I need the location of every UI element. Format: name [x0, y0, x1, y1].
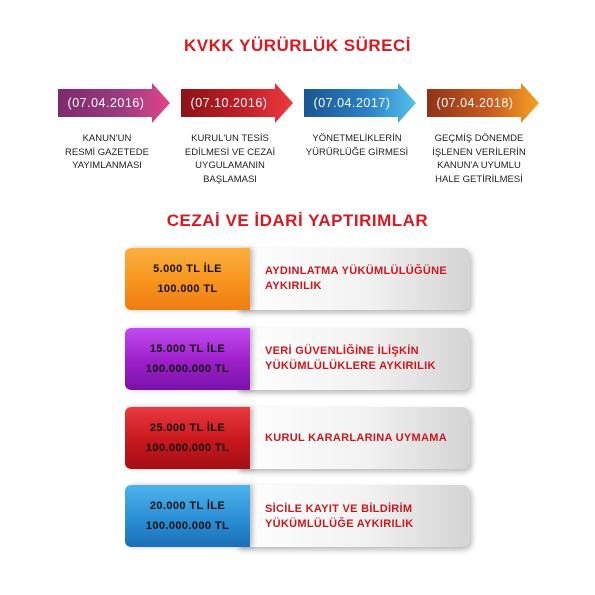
- amount-line: 100.000 TL: [157, 283, 218, 295]
- label-line: SİCİLE KAYIT VE BİLDİRİM: [265, 503, 413, 515]
- description-line: KURUL'UN TESİS: [191, 133, 269, 144]
- description-line: RESMİ GAZETEDE: [65, 146, 149, 158]
- sanction-amount: [125, 418, 250, 458]
- description-line: KANUN'UN: [82, 133, 132, 144]
- label-line: AYDINLATMA YÜKÜMLÜLÜĞÜNE: [265, 265, 447, 277]
- description-line: KANUN'A UYUMLU: [437, 160, 521, 171]
- timeline-date: (07.04.2018): [436, 96, 514, 110]
- amount-line: 100.000.000 TL: [145, 442, 230, 454]
- description-line: BAŞLAMASI: [203, 173, 257, 185]
- timeline-arrow-4: [427, 83, 539, 123]
- timeline-arrow-2: [181, 83, 293, 123]
- sanction-card-1: [125, 248, 470, 310]
- sanction-amount: [125, 339, 250, 379]
- description-line: YÜRÜRLÜĞE GİRMESİ: [305, 146, 409, 158]
- label-line: AYKIRILIK: [265, 280, 322, 292]
- description-line: GEÇMİŞ DÖNEMDE: [434, 133, 524, 144]
- label-line: YÜKÜMLÜLÜĞE AYKIRILIK: [265, 518, 414, 530]
- sanction-label: [265, 431, 465, 446]
- timeline-date: (07.04.2017): [313, 96, 391, 110]
- timeline-arrow-3: [304, 83, 416, 123]
- sanction-label: [265, 344, 465, 374]
- description-line: YAYIMLANMASI: [72, 160, 142, 171]
- sanction-label: [265, 264, 465, 294]
- timeline-arrow-1: [58, 83, 170, 123]
- amount-line: 100.000.000 TL: [145, 363, 230, 375]
- label-line: KURUL KARARLARINA UYMAMA: [265, 432, 447, 444]
- timeline-description-1: [47, 132, 167, 173]
- description-line: YÖNETMELİKLERİN: [312, 133, 402, 144]
- sanction-card-3: [125, 407, 470, 469]
- timeline-description-4: [419, 132, 539, 186]
- sanction-label: [265, 502, 465, 532]
- amount-line: 5.000 TL İLE: [153, 263, 222, 275]
- sanction-card-4: [125, 485, 470, 547]
- timeline-date: (07.04.2016): [67, 96, 145, 110]
- timeline-date: (07.10.2016): [190, 96, 268, 110]
- amount-line: 20.000 TL İLE: [149, 500, 226, 512]
- amount-line: 25.000 TL İLE: [149, 422, 226, 434]
- description-line: İŞLENEN VERİLERİN: [432, 146, 526, 158]
- sanction-amount: [125, 496, 250, 536]
- description-line: HALE GETİRİLMESİ: [435, 173, 523, 185]
- sanction-card-2: [125, 328, 470, 390]
- sanction-amount: [125, 259, 250, 299]
- label-line: YÜKÜMLÜLÜKLERE AYKIRILIK: [265, 360, 436, 372]
- page-title: KVKK YÜRÜRLÜK SÜRECİ: [184, 36, 411, 55]
- section-title: CEZAİ VE İDARİ YAPTIRIMLAR: [166, 211, 429, 230]
- timeline-description-2: [170, 132, 290, 186]
- amount-line: 100.000.000 TL: [145, 520, 230, 532]
- timeline-description-3: [297, 132, 417, 159]
- amount-line: 15.000 TL İLE: [149, 343, 226, 355]
- label-line: VERİ GÜVENLİĞİNE İLİŞKİN: [265, 345, 419, 357]
- description-line: UYGULAMANIN: [195, 160, 265, 171]
- description-line: EDİLMESİ VE CEZAİ: [184, 146, 276, 158]
